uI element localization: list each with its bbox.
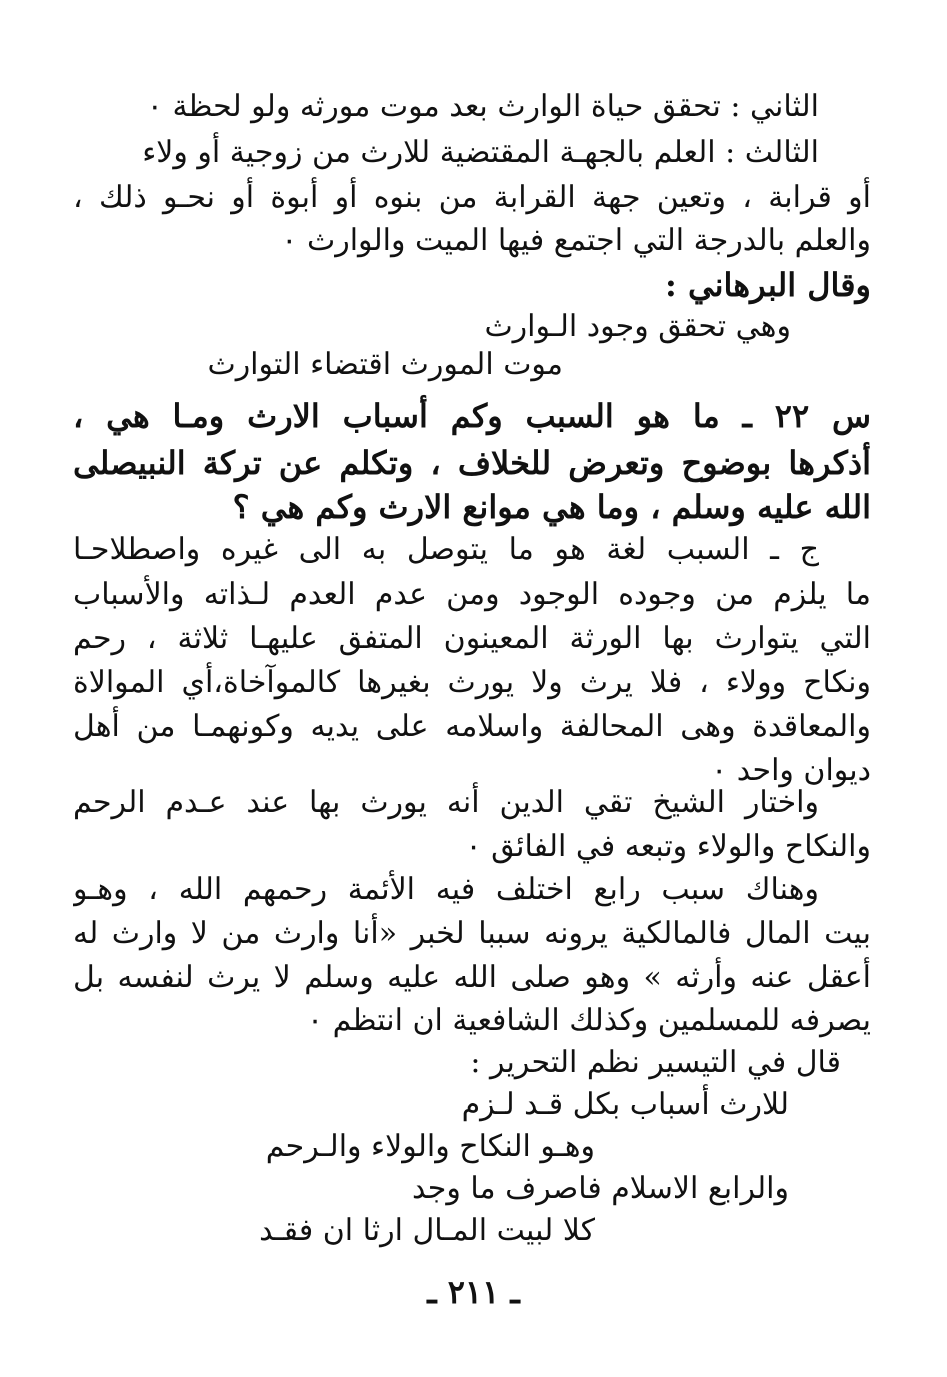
- text-line: التي يتوارث بها الورثة المعينون المتفق عليهـا ثلاثة ، رحم: [73, 621, 871, 656]
- text-line: الله عليه وسلم ، وما هي موانع الارث وكم هي ؟: [232, 488, 871, 526]
- text-line: والنكاح والولاء وتبعه في الفائق ٠: [465, 829, 871, 864]
- text-line: وهـو النكاح والولاء والـرحم: [265, 1129, 595, 1164]
- text-line: والعلم بالدرجة التي اجتمع فيها الميت والوارث ٠: [281, 223, 871, 258]
- text-line: الثالث : العلم بالجهـة المقتضية للارث من زوجية أو ولاء: [142, 135, 819, 170]
- text-line: أعقل عنه وأرثه » وهو صلى الله عليه وسلم لا يرث لنفسه بل: [73, 960, 871, 995]
- text-line: وقال البرهاني :: [665, 266, 871, 304]
- text-line: الثاني : تحقق حياة الوارث بعد موت مورثه ولو لحظة ٠: [146, 89, 819, 124]
- text-line: موت المورث اقتضاء التوارث: [207, 347, 563, 382]
- text-line: وهي تحقق وجود الـوارث: [484, 309, 791, 344]
- text-line: أذكرها بوضوح وتعرض للخلاف ، وتكلم عن تركة النبيصلى: [73, 444, 871, 482]
- text-line: أو قرابة ، وتعين جهة القرابة من بنوه أو أبوة أو نحـو ذلك ،: [73, 180, 871, 215]
- text-line: يصرفه للمسلمين وكذلك الشافعية ان انتظم ٠: [307, 1003, 871, 1038]
- text-line: وهناك سبب رابع اختلف فيه الأئمة رحمهم الله ، وهـو: [73, 872, 819, 907]
- text-line: بيت المال فالمالكية يرونه سببا لخبر «أنا وارث من لا وارث له: [73, 916, 871, 951]
- text-line: قال في التيسير نظم التحرير :: [470, 1045, 841, 1080]
- text-line: ج ـ السبب لغة هو ما يتوصل به الى غيره واصطلاحـا: [73, 532, 819, 567]
- text-line: واختار الشيخ تقي الدين أنه يورث بها عند عـدم الرحم: [73, 785, 819, 820]
- text-line: كلا لبيت المـال ارثا ان فقـد: [259, 1213, 595, 1248]
- text-line: للارث أسباب بكل قـد لـزم: [461, 1087, 789, 1122]
- text-line: ونكاح وولاء ، فلا يرث ولا يورث بغيرها كالموآخاة،أي الموالاة: [73, 665, 871, 700]
- text-line: والمعاقدة وهى المحالفة واسلامه على يديه وكونهمـا من أهل: [73, 709, 871, 744]
- page-number: ـ ٢١١ ـ: [427, 1273, 520, 1311]
- text-line: س ٢٢ ـ ما هو السبب وكم أسباب الارث ومـا هي ،: [73, 397, 871, 435]
- text-line: ما يلزم من وجوده الوجود ومن عدم العدم لـذاته والأسباب: [73, 577, 871, 612]
- text-line: ديوان واحد ٠: [711, 753, 871, 788]
- text-line: والرابع الاسلام فاصرف ما وجد: [412, 1171, 789, 1206]
